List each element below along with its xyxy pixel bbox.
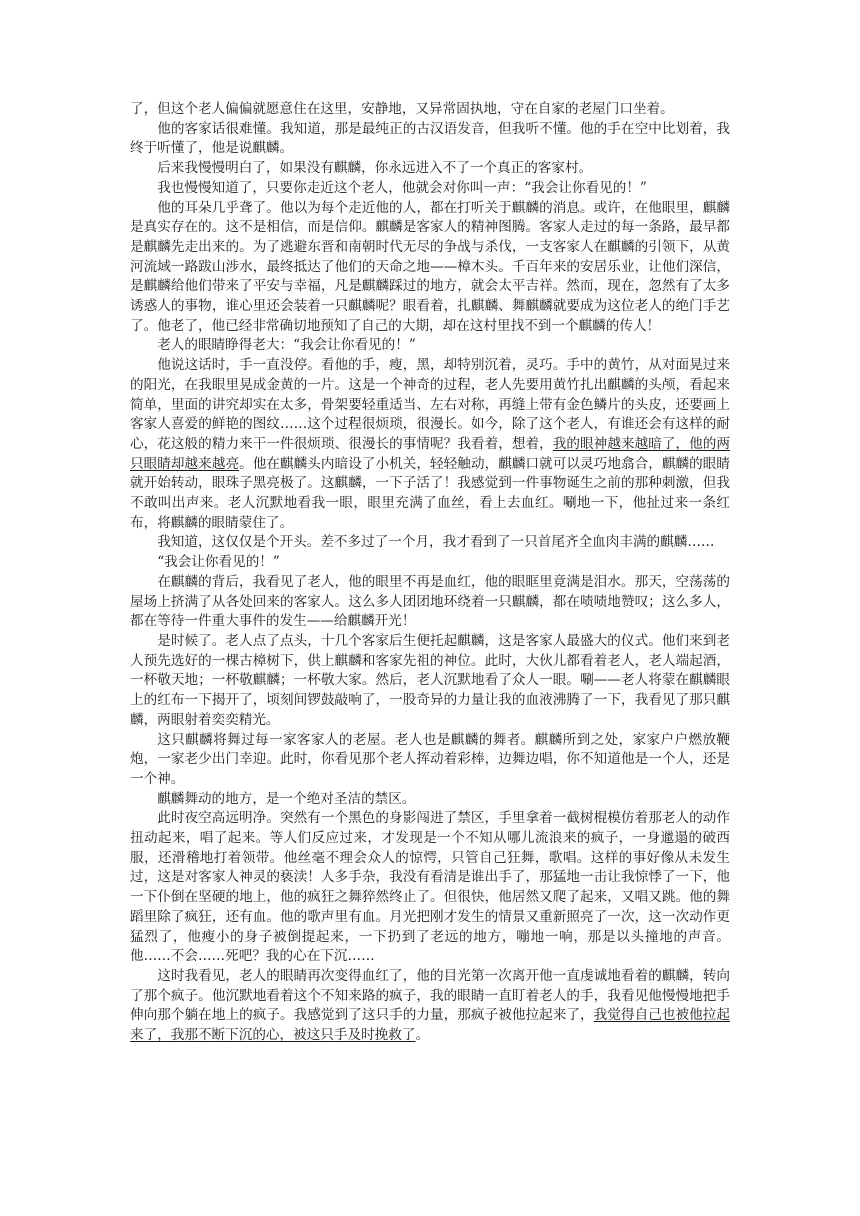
paragraph — [130, 790, 730, 810]
text-segment: 我知道，这仅仅是个开头。差不多过了一个月，我才看到了一只首尾齐全血肉丰满的麒麟…… — [157, 534, 715, 551]
text-segment: 这时我看见，老人的眼睛再次变得血红了，他的目光第一次离开他一直虔诚地看着的麒麟，转向了那个疯子。他沉默地看着这个不知来路的疯子，我的眼睛一直盯着老人的手，我看见他慢慢地把手伸向那个躺在地上的疯子。我感觉到了这只手的力量，那疯子被他拉起来了， — [130, 967, 730, 1024]
text-segment: 这只麒麟将舞过每一家客家人的老屋。老人也是麒麟的舞者。麒麟所到之处，家家户户燃放鞭炮，一家老少出门幸迎。此时，你看见那个老人挥动着彩棒，边舞边唱，你不知道他是一个人，还是一个神。 — [130, 731, 730, 787]
paragraph — [130, 533, 730, 553]
document-page — [130, 100, 730, 1046]
paragraph — [130, 553, 730, 573]
text-segment: 老人的眼睛睁得老大：“我会让你看见的！” — [157, 337, 416, 354]
paragraph — [130, 731, 730, 790]
text-segment: 是时候了。老人点了点头，十几个客家后生便托起麒麟，这是客家人最盛大的仪式。他们来到老人预先选好的一棵古樟树下，供上麒麟和客家先祖的神位。此时，大伙儿都看着老人，老人端起酒，一杯敬天地；一杯敬麒麟；一杯敬大家。然后，老人沉默地看了众人一眼。唰——老人将蒙在麒麟眼上的红布一下揭开了，顷刻间锣鼓敲响了，一股奇异的力量让我的血液沸腾了一下，我看见了那只麒麟，两眼射着奕奕精光。 — [130, 632, 730, 728]
paragraph — [130, 159, 730, 179]
paragraph — [130, 199, 730, 337]
text-segment: 。他在麒麟头内暗设了小机关，轻轻触动，麒麟口就可以灵巧地翕合，麒麟的眼睛就开始转动，眼珠子黑亮极了。这麒麟，一下子活了！我感觉到一件事物诞生之前的那种刺激，但我不敢叫出声来。老人沉默地看我一眼，眼里充满了血丝，看上去血红。唰地一下，他扯过来一条红布，将麒麟的眼睛蒙住了。 — [130, 455, 731, 531]
paragraph — [130, 967, 730, 1046]
text-segment: 此时夜空高远明净。突然有一个黑色的身影闯进了禁区，手里拿着一截树棍模仿着那老人的动作扭动起来，唱了起来。等人们反应过来，才发现是一个不知从哪儿流浪来的疯子，一身邋遢的破西服，还滑稽地打着领带。他丝毫不理会众人的惊愕，只管自己狂舞，歌唱。这样的事好像从未发生过，这是对客家人神灵的亵渎！人多手杂，我没有看清是谁出手了，那猛地一击让我惊悸了一下，他一下仆倒在坚硬的地上，他的疯狂之舞猝然终止了。但很快，他居然又爬了起来，又唱又跳。他的舞蹈里除了疯狂，还有血。他的歌声里有血。月光把刚才发生的情景又重新照亮了一次，这一次动作更猛烈了，他瘦小的身子被倒提起来，一下扔到了老远的地方，嘣地一响，那是以头撞地的声音。他……不会……死吧？我的心在下沉…… — [130, 810, 730, 965]
text-segment: 后来我慢慢明白了，如果没有麒麟，你永远进入不了一个真正的客家村。 — [157, 160, 593, 177]
paragraph — [130, 100, 730, 120]
paragraph — [130, 179, 730, 199]
text-segment: 。 — [415, 1027, 430, 1044]
text-segment: 了，但这个老人偏偏就愿意住在这里，安静地，又异常固执地，守在自家的老屋门口坐着。 — [130, 101, 674, 117]
text-segment: 他的客家话很难懂。我知道，那是最纯正的古汉语发音，但我听不懂。他的手在空中比划着，我终于听懂了，他是说麒麟。 — [130, 120, 730, 157]
underlined-sentence: 我的眼神越来越暗了，他的两只眼睛却越来越亮 — [130, 435, 731, 472]
text-segment: 他说这话时，手一直没停。看他的手，瘦，黑，却特别沉着，灵巧。手中的黄竹，从对面晃过来的阳光，在我眼里晃成金黄的一片。这是一个神奇的过程，老人先要用黄竹扎出麒麟的头颅，看起来简单，里面的讲究却实在太多，骨架要轻重适当、左右对称，再缝上带有金色鳞片的头皮，还要画上客家人喜爱的鲜艳的图纹……这个过程很烦琐，很漫长。如今，除了这个老人，有谁还会有这样的耐心，花这般的精力来干一件很烦琐、很漫长的事情呢？我看着，想着， — [130, 357, 730, 452]
paragraph — [130, 573, 730, 632]
text-segment: “我会让你看见的！” — [157, 554, 280, 571]
text-segment: 我也慢慢知道了，只要你走近这个老人，他就会对你叫一声：“我会让你看见的！” — [157, 179, 647, 196]
paragraph — [130, 632, 730, 731]
underlined-sentence: 我觉得自己也被他拉起来了，我那不断下沉的心，被这只手及时挽救了 — [130, 1007, 731, 1044]
text-segment: 麒麟舞动的地方，是一个绝对圣洁的禁区。 — [157, 790, 416, 807]
paragraph — [130, 356, 730, 533]
paragraph — [130, 809, 730, 967]
text-segment: 在麒麟的背后，我看见了老人，他的眼里不再是血红，他的眼眶里竟满是泪水。那天，空荡荡的屋场上挤满了从各处回来的客家人。这么多人团团地环绕着一只麒麟，都在啧啧地赞叹；这么多人，都在等待一件重大事件的发生——给麒麟开光！ — [130, 573, 730, 630]
paragraph — [130, 120, 730, 159]
paragraph — [130, 336, 730, 356]
text-segment: 他的耳朵几乎聋了。他以为每个走近他的人，都在打听关于麒麟的消息。或许，在他眼里，麒麟是真实存在的。这不是相信，而是信仰。麒麟是客家人的精神图腾。客家人走过的每一条路，最早都是麒麟先走出来的。为了逃避东晋和南朝时代无尽的争战与杀伐，一支客家人在麒麟的引领下，从黄河流域一路跋山涉水，最终抵达了他们的天命之地——樟木头。千百年来的安居乐业，让他们深信，是麒麟给他们带来了平安与幸福，凡是麒麟踩过的地方，就会太平吉祥。然而，现在，忽然有了太多诱惑人的事物，谁心里还会装着一只麒麟呢？眼看着，扎麒麟、舞麒麟就要成为这位老人的绝门手艺了。他老了，他已经非常确切地预知了自己的大期，却在这村里找不到一个麒麟的传人！ — [130, 199, 730, 334]
